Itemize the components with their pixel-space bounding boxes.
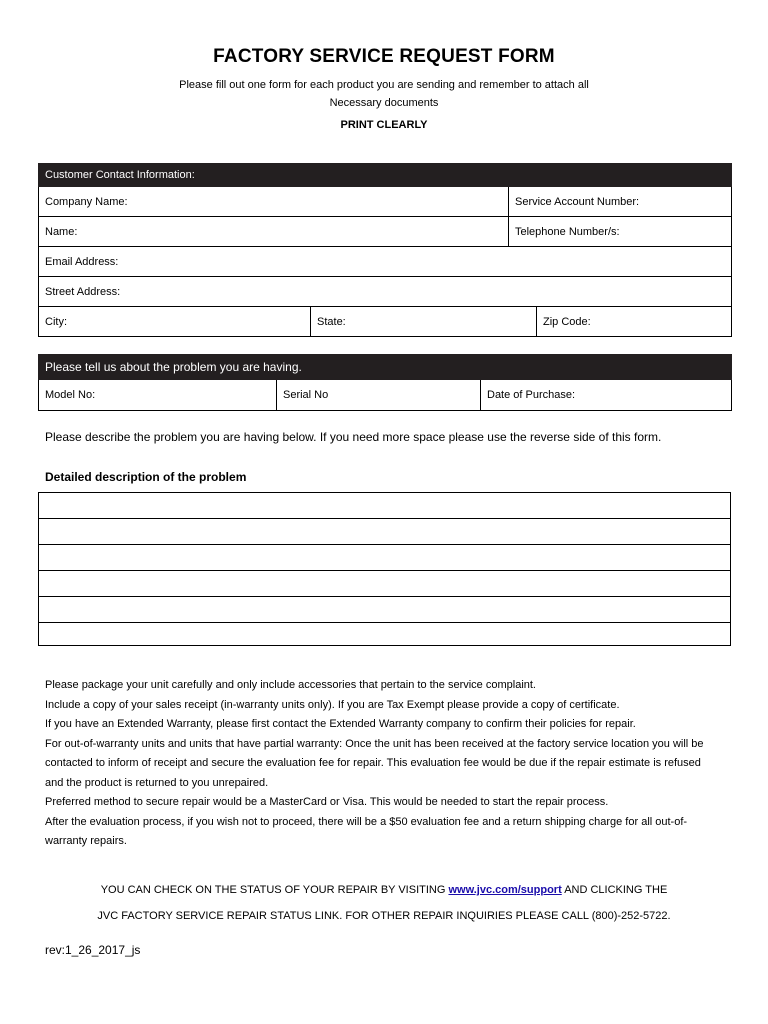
- print-clearly-note: PRINT CLEARLY: [340, 119, 428, 131]
- status-text-1: YOU CAN CHECK ON THE STATUS OF YOUR REPAIR BY VISITING: [100, 884, 449, 896]
- problem-info-table: [38, 354, 732, 411]
- description-line[interactable]: [39, 597, 731, 623]
- note-payment: Preferred method to secure repair would be a MasterCard or Visa. This would be needed to start the repair process.: [45, 796, 609, 808]
- description-title: Detailed description of the problem: [45, 470, 247, 484]
- service-account-field[interactable]: Service Account Number:: [509, 187, 732, 217]
- state-field[interactable]: State:: [311, 307, 537, 337]
- jvc-support-link[interactable]: www.jvc.com/support: [448, 884, 562, 896]
- customer-contact-header: Customer Contact Information:: [39, 164, 732, 187]
- description-line[interactable]: [39, 493, 731, 519]
- note-out-of-warranty: For out-of-warranty units and units that have partial warranty: Once the unit has been received at the factory service location you will be contacted to inform of receipt and secure the evaluation fee for repair. This evaluation fee would be due if the repair estimate is refused and the product is returned to you unrepaired.: [45, 737, 704, 789]
- description-line[interactable]: [39, 519, 731, 545]
- problem-header: Please tell us about the problem you are having.: [39, 355, 732, 380]
- telephone-field[interactable]: Telephone Number/s:: [509, 217, 732, 247]
- model-no-field[interactable]: Model No:: [39, 380, 277, 411]
- email-field[interactable]: Email Address:: [39, 247, 732, 277]
- note-receipt: Include a copy of your sales receipt (in-warranty units only). If you are Tax Exempt please provide a copy of certificate.: [45, 698, 620, 711]
- note-extended-warranty: If you have an Extended Warranty, please first contact the Extended Warranty company to confirm their policies for repair.: [45, 718, 636, 730]
- date-of-purchase-field[interactable]: Date of Purchase:: [481, 380, 732, 411]
- describe-instructions: Please describe the problem you are having below. If you need more space please use the reverse side of this form.: [45, 430, 662, 444]
- description-line[interactable]: [39, 623, 731, 646]
- revision-label: rev:1_26_2017_js: [45, 943, 141, 957]
- street-address-field[interactable]: Street Address:: [39, 277, 732, 307]
- status-line-2: JVC FACTORY SERVICE REPAIR STATUS LINK. FOR OTHER REPAIR INQUIRIES PLEASE CALL (800)-252-5722.: [97, 910, 671, 922]
- description-line[interactable]: [39, 545, 731, 571]
- status-line-1: [0, 877, 768, 903]
- form-title: FACTORY SERVICE REQUEST FORM: [213, 46, 555, 67]
- serial-no-field[interactable]: Serial No: [277, 380, 481, 411]
- note-packaging: Please package your unit carefully and only include accessories that pertain to the service complaint.: [45, 679, 536, 691]
- description-lines: [38, 492, 731, 646]
- intro-line-2: Necessary documents: [329, 97, 439, 109]
- customer-contact-table: [38, 163, 732, 337]
- description-line[interactable]: [39, 571, 731, 597]
- note-evaluation-fee: After the evaluation process, if you wish not to proceed, there will be a $50 evaluation fee and a return shipping charge for all out-of-warranty repairs.: [45, 815, 688, 847]
- city-field[interactable]: City:: [39, 307, 311, 337]
- repair-status-info: [0, 877, 768, 929]
- company-name-field[interactable]: Company Name:: [39, 187, 509, 217]
- instructions-notes: [45, 676, 715, 852]
- intro-line-1: Please fill out one form for each product you are sending and remember to attach all: [179, 79, 589, 91]
- name-field[interactable]: Name:: [39, 217, 509, 247]
- zip-code-field[interactable]: Zip Code:: [537, 307, 732, 337]
- status-text-2: AND CLICKING THE: [561, 884, 668, 896]
